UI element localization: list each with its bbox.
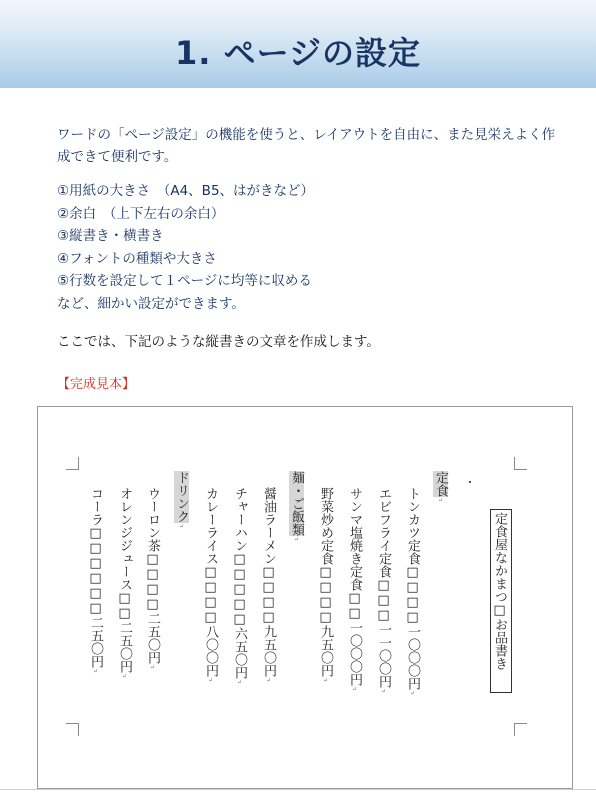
menu-item: 醤油ラーメン□□□□九五〇円↵ [261,487,276,684]
list-item: ①用紙の大きさ （A4、B5、はがきなど） [57,183,315,199]
menu-item: コーラ□□□□□□二五〇円↵ [88,487,103,675]
margin-corner-bottom-right [514,723,527,736]
list-item: ③縦書き・横書き [57,228,164,244]
menu-item: ウーロン茶□□□□二五〇円↵ [145,487,160,671]
list-item: など、細かい設定ができます。 [57,295,245,312]
margin-corner-bottom-left [66,723,79,736]
list-item: ②余白 （上下左右の余白） [57,205,225,222]
intro-paragraph: ワードの「ページ設定」の機能を使うと、レイアウトを自由に、また見栄えよく作成できて便利です。 [57,127,556,165]
menu-title: 定食屋なかまつ□お品書き [492,512,507,670]
sample-document-frame [37,406,573,789]
menu-item: 野菜炒め定食□□□□九五〇円↵ [318,487,333,684]
menu-heading-men-gohan: 麺・ご飯類↵ [289,471,304,543]
footer-rule [0,789,596,790]
menu-item: トンカツ定食□□□□一〇〇〇円↵ [405,487,420,697]
margin-corner-top-left [66,457,79,470]
menu-item: サンマ塩焼き定食□□一〇〇〇円↵ [347,487,362,693]
list-item: ④フォントの種類や大きさ [57,250,217,267]
menu-item: エビフライ定食□□□一一〇〇円↵ [376,487,391,695]
feature-list [57,180,557,315]
menu-title-box [490,509,512,693]
menu-item: カレーライス□□□□八〇〇円↵ [203,487,218,684]
menu-item: チャーハン□□□□□六五〇円↵ [232,487,247,686]
list-item: ⑤行数を設定して１ページに均等に収める [57,273,312,289]
sample-label: 【完成見本】 [57,377,136,392]
paragraph-mark-dot [469,481,471,483]
margin-corner-top-right [514,457,527,470]
menu-heading-teishoku: 定食↵ [433,471,448,504]
note-text: ここでは、下記のような縦書きの文章を作成します。 [57,334,380,350]
page-header [0,0,596,88]
menu-item: オレンジジュース□□二五〇円↵ [117,487,132,680]
menu-heading-drink: ドリンク↵ [174,471,189,530]
page-title: 1. ページの設定 [175,34,421,72]
